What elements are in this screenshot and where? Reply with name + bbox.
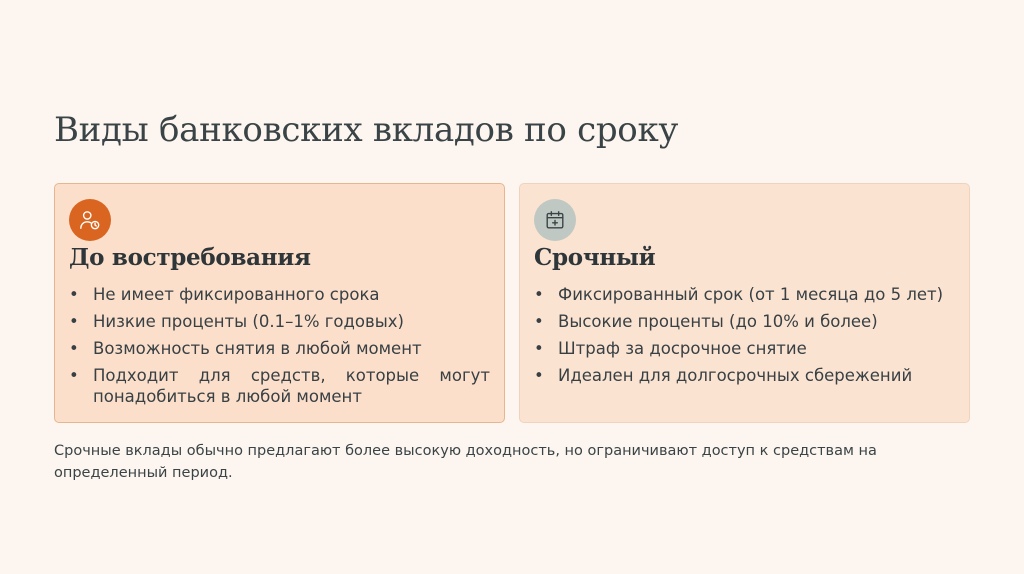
list-item [534, 338, 955, 359]
list-item [69, 365, 490, 407]
bullet-list [69, 284, 490, 413]
bullet-marker: • [534, 285, 544, 304]
list-item-text: Низкие проценты (0.1–1% годовых) [93, 312, 404, 331]
bullet-marker: • [534, 366, 544, 385]
list-item [69, 311, 490, 332]
card-heading: До востребования [69, 244, 311, 271]
list-item-text: Возможность снятия в любой момент [93, 339, 422, 358]
list-item-text: Высокие проценты (до 10% и более) [558, 312, 878, 331]
page-title: Виды банковских вкладов по сроку [54, 110, 679, 150]
list-item-text: Подходит для средств, которые могут понадобиться в любой момент [93, 366, 490, 406]
bullet-marker: • [69, 285, 79, 304]
list-item-text: Не имеет фиксированного срока [93, 285, 380, 304]
bullet-list [534, 284, 955, 392]
bullet-marker: • [69, 312, 79, 331]
calendar-plus-icon [534, 199, 576, 241]
card-heading: Срочный [534, 244, 656, 271]
list-item [69, 338, 490, 359]
bullet-marker: • [69, 366, 79, 385]
footer-note: Срочные вклады обычно предлагают более высокую доходность, но ограничивают доступ к средствам на определенный период. [54, 443, 877, 481]
list-item-text: Идеален для долгосрочных сбережений [558, 366, 913, 385]
list-item [534, 365, 955, 386]
list-item-text: Фиксированный срок (от 1 месяца до 5 лет) [558, 285, 944, 304]
list-item [534, 284, 955, 305]
bullet-marker: • [534, 339, 544, 358]
bullet-marker: • [69, 339, 79, 358]
list-item-text: Штраф за досрочное снятие [558, 339, 807, 358]
person-clock-icon [69, 199, 111, 241]
list-item [534, 311, 955, 332]
bullet-marker: • [534, 312, 544, 331]
list-item [69, 284, 490, 305]
card-term-deposit [519, 183, 970, 423]
card-on-demand [54, 183, 505, 423]
